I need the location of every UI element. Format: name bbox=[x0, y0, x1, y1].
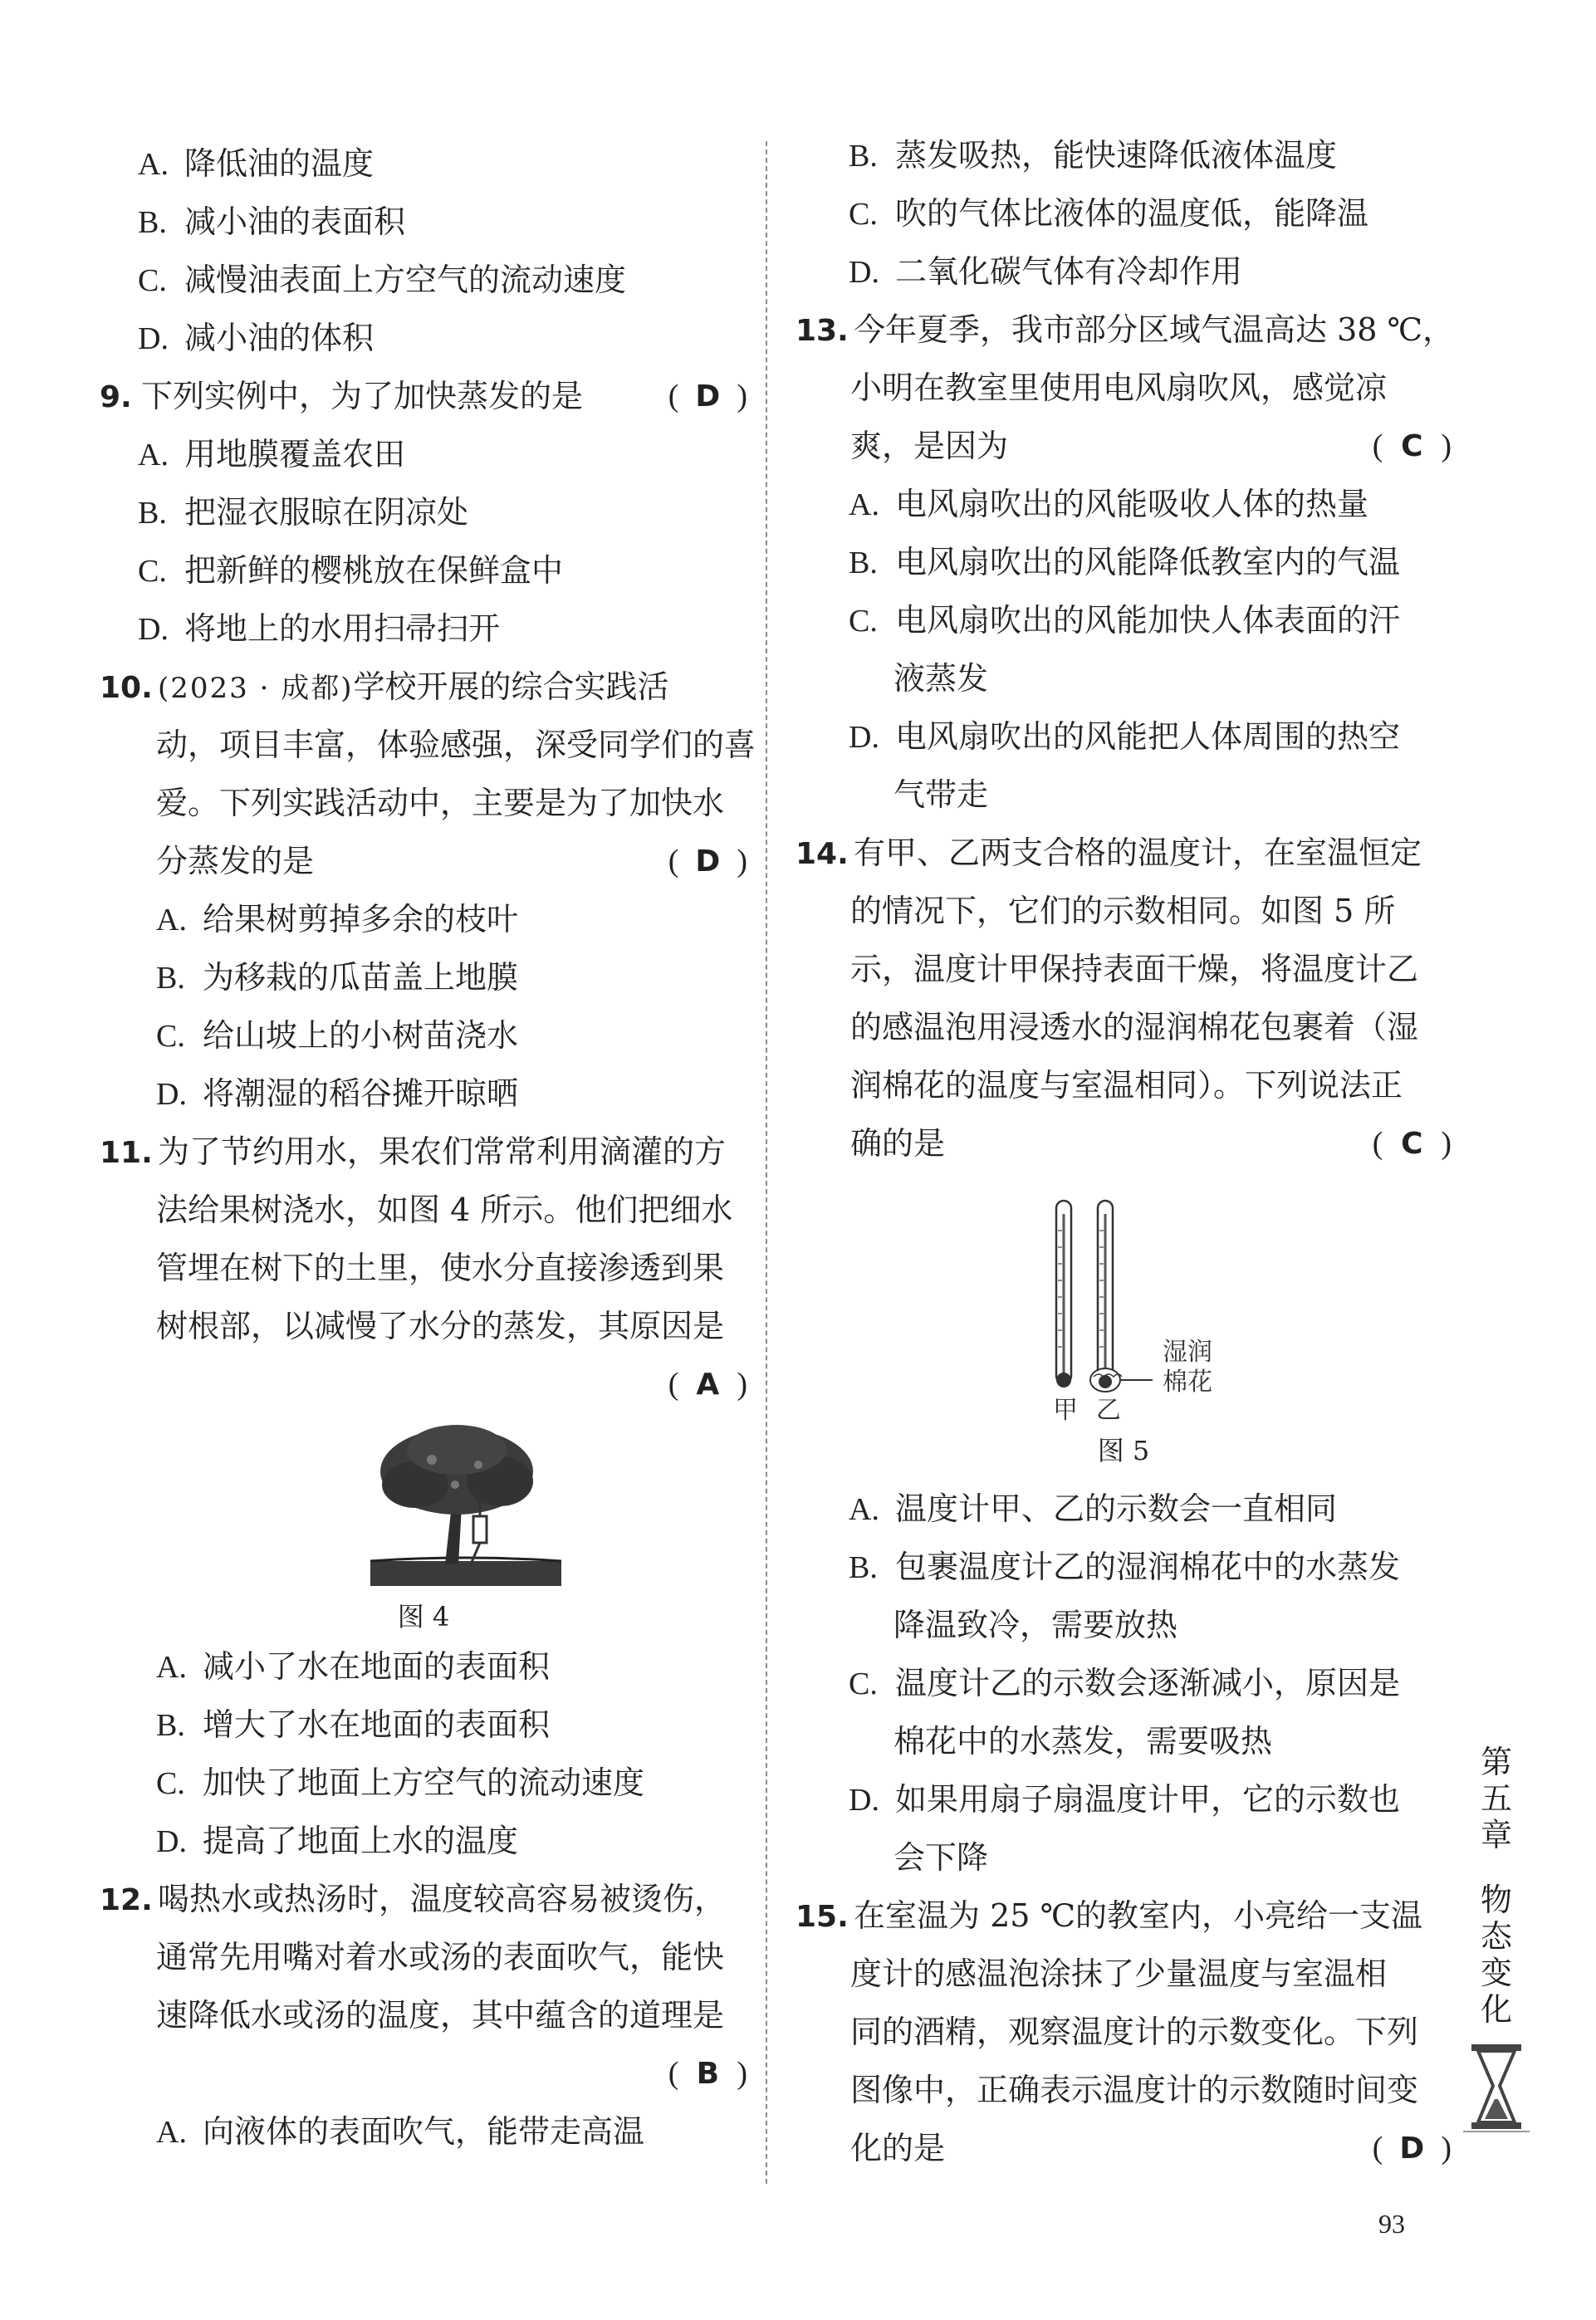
q14-number: 14. bbox=[796, 837, 849, 871]
q13-option-c: C. 电风扇吹出的风能加快人体表面的汗 bbox=[849, 602, 1401, 639]
q14-option-d: D. 如果用扇子扇温度计甲，它的示数也 bbox=[849, 1781, 1401, 1818]
q11-option-d: D. 提高了地面上水的温度 bbox=[156, 1823, 519, 1859]
q13-option-c-cont: 液蒸发 bbox=[893, 660, 989, 697]
q13-stem-line2: 小明在教室里使用电风扇吹风，感觉凉 bbox=[850, 370, 1388, 406]
figure-4-caption: 图 4 bbox=[397, 1601, 450, 1632]
q13-option-d: D. 电风扇吹出的风能把人体周围的热空 bbox=[849, 718, 1401, 755]
q13-answer: ( C ) bbox=[1372, 428, 1452, 463]
chapter-label: 第五章 bbox=[1480, 1744, 1512, 1853]
q14-stem-line5: 润棉花的温度与室温相同）。下列说法正 bbox=[850, 1067, 1403, 1104]
q10-source: (2023 · 成都) bbox=[158, 672, 354, 705]
q8-option-b: B. 减小油的表面积 bbox=[138, 203, 406, 240]
q10-number: 10. bbox=[100, 671, 153, 705]
q14-option-b: B. 包裹温度计乙的湿润棉花中的水蒸发 bbox=[849, 1549, 1401, 1585]
q14-option-c-cont: 棉花中的水蒸发，需要吸热 bbox=[893, 1723, 1273, 1760]
q13-option-d-cont: 气带走 bbox=[893, 776, 989, 813]
q10-stem-line2: 动，项目丰富，体验感强，深受同学们的喜 bbox=[156, 727, 756, 763]
q13-stem-line1: 13. 今年夏季，我市部分区域气温高达 38 ℃， bbox=[796, 301, 1452, 359]
q12-option-a: A. 向液体的表面吹气，能带走高温 bbox=[156, 2113, 645, 2150]
q10-option-a: A. 给果树剪掉多余的枝叶 bbox=[156, 901, 519, 937]
left-column bbox=[100, 135, 756, 2161]
q11-option-a: A. 减小了水在地面的表面积 bbox=[156, 1648, 551, 1685]
q10-stem-line3: 爱。下列实践活动中，主要是为了加快水 bbox=[156, 785, 725, 821]
q12-option-b: B. 蒸发吸热，能快速降低液体温度 bbox=[849, 137, 1338, 174]
q14-option-b-cont: 降温致冷，需要放热 bbox=[893, 1607, 1178, 1643]
q11-number: 11. bbox=[100, 1136, 153, 1170]
q11-stem-line1: 11. 为了节约用水，果农们常常利用滴灌的方 bbox=[100, 1123, 747, 1181]
q10-option-c: C. 给山坡上的小树苗浇水 bbox=[156, 1017, 519, 1054]
q14-option-d-cont: 会下降 bbox=[893, 1839, 989, 1876]
figure-5-thermometers bbox=[796, 1172, 1452, 1422]
figure-4-tree-drip-irrigation bbox=[100, 1413, 747, 1596]
q15-stem-line1: 15. 在室温为 25 ℃的教室内，小亮给一支温 bbox=[796, 1887, 1452, 1945]
q12-option-c: C. 吹的气体比液体的温度低，能降温 bbox=[849, 195, 1369, 232]
q15-stem-line3: 同的酒精，观察温度计的示数变化。下列 bbox=[850, 2014, 1419, 2050]
page-number: 93 bbox=[1378, 2209, 1405, 2239]
thermometer-yi-label: 乙 bbox=[1096, 1396, 1121, 1422]
q14-answer: ( C ) bbox=[1372, 1126, 1452, 1161]
q12-option-d: D. 二氧化碳气体有冷却作用 bbox=[849, 253, 1243, 290]
q15-answer: ( D ) bbox=[1372, 2131, 1452, 2166]
q12-stem-line1: 12. 喝热水或热汤时，温度较高容易被烫伤， bbox=[100, 1870, 747, 1928]
q14-stem-line2: 的情况下，它们的示数相同。如图 5 所 bbox=[850, 893, 1396, 929]
q13-stem-line3: 爽，是因为 ( C ) bbox=[796, 417, 1452, 475]
hourglass-icon bbox=[1460, 2041, 1533, 2132]
q11-stem-line2: 法给果树浇水，如图 4 所示。他们把细水 bbox=[156, 1192, 733, 1228]
q9-option-d: D. 将地上的水用扫帚扫开 bbox=[138, 610, 501, 647]
q10-stem-line1: 10. (2023 · 成都)学校开展的综合实践活 bbox=[100, 658, 747, 716]
q12-stem-line2: 通常先用嘴对着水或汤的表面吹气，能快 bbox=[156, 1939, 725, 1975]
q11-answer: ( A ) bbox=[668, 1367, 747, 1402]
q13-option-a: A. 电风扇吹出的风能吸收人体的热量 bbox=[849, 486, 1369, 522]
figure-5-caption: 图 5 bbox=[1097, 1435, 1150, 1466]
q9-option-b: B. 把湿衣服晾在阴凉处 bbox=[138, 494, 469, 531]
q10-answer: ( D ) bbox=[668, 844, 747, 879]
tree-illustration bbox=[100, 1413, 747, 1596]
q14-option-a: A. 温度计甲、乙的示数会一直相同 bbox=[849, 1490, 1338, 1527]
q14-stem-line4: 的感温泡用浸透水的湿润棉花包裹着（湿 bbox=[850, 1009, 1419, 1045]
q15-stem-line4: 图像中，正确表示温度计的示数随时间变 bbox=[850, 2072, 1419, 2108]
q11-option-c: C. 加快了地面上方空气的流动速度 bbox=[156, 1764, 645, 1801]
q9-answer: ( D ) bbox=[668, 379, 747, 414]
q14-stem-line1: 14. 有甲、乙两支合格的温度计，在室温恒定 bbox=[796, 824, 1452, 882]
q15-number: 15. bbox=[796, 1900, 849, 1934]
q11-answer-line bbox=[100, 1355, 747, 1413]
q8-option-d: D. 减小油的体积 bbox=[138, 320, 375, 356]
q11-stem-line3: 管埋在树下的土里，使水分直接渗透到果 bbox=[156, 1250, 725, 1286]
q9-option-a: A. 用地膜覆盖农田 bbox=[138, 436, 406, 472]
right-column bbox=[796, 126, 1455, 2177]
q12-answer: ( B ) bbox=[668, 2056, 747, 2091]
chapter-topic: 物态变化 bbox=[1480, 1882, 1512, 2028]
q13-option-b: B. 电风扇吹出的风能降低教室内的气温 bbox=[849, 544, 1401, 580]
q11-stem-line4: 树根部，以减慢了水分的蒸发，其原因是 bbox=[156, 1308, 725, 1344]
thermometers-illustration bbox=[796, 1172, 1452, 1422]
q13-number: 13. bbox=[796, 314, 849, 348]
q10-option-d: D. 将潮湿的稻谷摊开晾晒 bbox=[156, 1075, 519, 1112]
q14-stem-line6: 确的是 ( C ) bbox=[796, 1114, 1452, 1172]
q8-option-a: A. 降低油的温度 bbox=[138, 145, 375, 182]
q15-stem-line5: 化的是 ( D ) bbox=[796, 2119, 1452, 2177]
cotton-label-line2: 棉花 bbox=[1163, 1368, 1212, 1397]
q9-stem: 9. 下列实例中，为了加快蒸发的是 ( D ) bbox=[100, 367, 747, 425]
cotton-label-line1: 湿润 bbox=[1163, 1338, 1212, 1367]
q14-stem-line3: 示，温度计甲保持表面干燥，将温度计乙 bbox=[850, 951, 1419, 987]
chapter-side-tab bbox=[1460, 1744, 1533, 2142]
q12-answer-line bbox=[100, 2044, 747, 2102]
q14-option-c: C. 温度计乙的示数会逐渐减小，原因是 bbox=[849, 1665, 1401, 1701]
q10-stem-line4: 分蒸发的是 ( D ) bbox=[100, 832, 747, 890]
q12-stem-line3: 速降低水或汤的温度，其中蕴含的道理是 bbox=[156, 1997, 725, 2034]
thermometer-jia-label: 甲 bbox=[1053, 1396, 1078, 1422]
q9-option-c: C. 把新鲜的樱桃放在保鲜盒中 bbox=[138, 552, 564, 589]
q8-option-c: C. 减慢油表面上方空气的流动速度 bbox=[138, 262, 627, 298]
q12-number: 12. bbox=[100, 1883, 153, 1917]
q15-stem-line2: 度计的感温泡涂抹了少量温度与室温相 bbox=[850, 1955, 1388, 1992]
q9-number: 9. bbox=[100, 380, 132, 414]
column-divider bbox=[766, 141, 767, 2184]
q11-option-b: B. 增大了水在地面的表面积 bbox=[156, 1706, 551, 1743]
q10-option-b: B. 为移栽的瓜苗盖上地膜 bbox=[156, 959, 519, 996]
